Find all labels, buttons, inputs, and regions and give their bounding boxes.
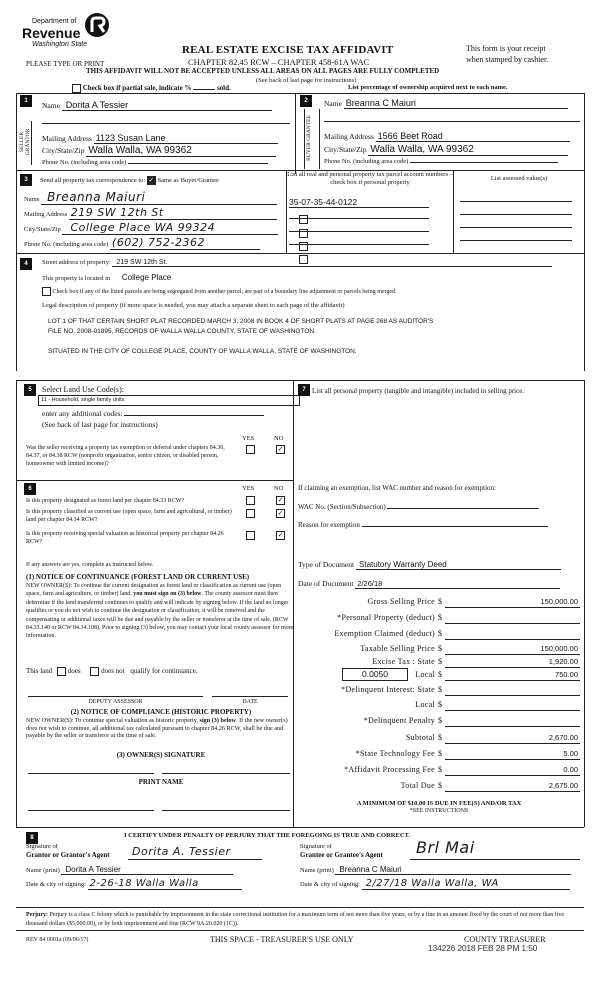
doc-date-field[interactable]: Date of Document 2/26/18 <box>298 579 560 589</box>
buyer-phone-field[interactable]: Phone No. (including area code) <box>324 158 580 165</box>
grantee-name-field[interactable]: Name (print) Breanna C Maiuri <box>300 865 571 875</box>
assessor-date-line[interactable] <box>212 696 288 697</box>
print-name-line-2[interactable] <box>162 810 290 811</box>
seller-mailing-field[interactable]: Mailing Address 1123 Susan Lane <box>42 133 290 144</box>
excise-tax-local[interactable]: 750.00 <box>445 670 580 681</box>
fee-row-penalty: *Delinquent Penalty $ <box>300 716 585 730</box>
legal-description-line3[interactable]: SITUATED IN THE CITY OF COLLEGE PLACE, COUNTY OF WALLA WALLA, STATE OF WASHINGTON. <box>48 348 357 355</box>
personal-property-deduct[interactable] <box>445 613 580 624</box>
seller-city-value[interactable]: Walla Walla, WA 99362 <box>86 145 276 157</box>
perjury-notice: Perjury: Perjury is a class C felony which is punishable by imprisonment in the state correctional institution for a maximum term of not more than five years, or by a fine in an amount fixed by the court of not more than five thousand dollars ($5,000.00), or by both imprisonment and fine (RCW 9A.20.020 (1C)). <box>26 912 565 927</box>
affidavit-processing-fee[interactable]: 0.00 <box>445 765 580 776</box>
fee-row-personal: *Personal Property (deduct) $ <box>300 613 585 627</box>
divider-row2 <box>16 253 584 254</box>
exemption-claimed[interactable] <box>445 629 580 640</box>
fee-row-local-tax: 0.0050 Local $ 750.00 <box>300 670 585 684</box>
current-use-yes-checkbox[interactable] <box>246 509 255 518</box>
doc-date-value[interactable]: 2/26/18 <box>355 579 560 589</box>
legal-description-label: Legal description of property (if more space is needed, you may attach a separate sheet to each page of the affidavit) <box>42 302 345 309</box>
yes-header: YES <box>242 435 255 442</box>
minimum-fee-note: A MINIMUM OF $10.00 IS DUE IN FEE(S) AND/OR TAX <box>356 800 522 807</box>
section-number-4: 4 <box>20 258 32 270</box>
logo-line3: Washington State <box>32 41 88 48</box>
corr-phone-field[interactable]: Phone No. (including area code) (602) 752-2362 <box>24 236 286 250</box>
parcel-number[interactable] <box>289 235 429 245</box>
partial-sale-checkbox[interactable] <box>72 84 81 93</box>
buyer-name-line2[interactable] <box>324 121 580 122</box>
grantor-name-field[interactable]: Name (print) Dorita A Tessier <box>26 865 233 875</box>
form-subtitle: CHAPTER 82.45 RCW – CHAPTER 458-61A WAC <box>188 57 370 67</box>
exemption-instruction: If claiming an exemption, list WAC number and reason for exemption: <box>298 484 496 492</box>
assessed-value-2[interactable] <box>460 214 572 215</box>
fee-row-processing: *Affidavit Processing Fee $ 0.00 <box>344 765 578 774</box>
legal-description-line1[interactable]: LOT 1 OF THAT CERTAIN SHORT PLAT RECORDED MARCH 3, 2008 IN BOOK 4 OF SHORT PLATS AT PAGE 268 AS AUDITOR'S <box>48 318 434 325</box>
section-number-6: 6 <box>24 483 36 495</box>
taxable-selling-price[interactable]: 150,000.00 <box>445 644 580 655</box>
corr-mailing-field[interactable]: Mailing Address 219 SW 12th St <box>24 206 286 220</box>
owner-signature-label: (3) OWNER(S) SIGNATURE <box>116 751 206 759</box>
assessed-value-4[interactable] <box>460 240 572 241</box>
section-number-1: 1 <box>20 95 32 107</box>
assessed-values <box>454 170 584 253</box>
corr-city-value[interactable]: College Place WA 99324 <box>62 221 278 235</box>
please-type: PLEASE TYPE OR PRINT <box>26 60 105 68</box>
fee-row-exemption: Exemption Claimed (deduct) $ <box>300 629 585 643</box>
grantor-date-value[interactable]: 2-26-18 Walla Walla <box>88 878 242 890</box>
fee-row-total: Total Due $ 2,675.00 <box>400 781 578 790</box>
excise-tax-state[interactable]: 1,920.00 <box>445 657 580 668</box>
deputy-assessor-label: DEPUTY ASSESSOR <box>88 699 143 705</box>
form-id: REV 84 0001a (09/06/17) <box>26 937 89 943</box>
buyer-mailing-value[interactable]: 1566 Beet Road <box>376 131 570 142</box>
grantee-date-value[interactable]: 2/27/18 Walla Walla, WA <box>362 878 570 890</box>
delinquent-interest-local[interactable] <box>445 700 580 711</box>
owner-signature-line-2[interactable] <box>162 773 290 774</box>
street-address-field[interactable]: Street address of property: 219 SW 12th St. <box>42 259 582 267</box>
segregated-row: Check box if any of the listed parcels are being segregated from another parcel, are part of a boundary line adjustment or parcels being merged. <box>42 287 397 296</box>
located-in-value[interactable]: College Place <box>121 273 172 282</box>
print-name-line-1[interactable] <box>28 810 154 811</box>
personal-property-input[interactable] <box>312 410 576 464</box>
county-treasurer-label: COUNTY TREASURER <box>464 935 546 944</box>
date-label: DATE <box>242 699 258 705</box>
doc-type-field[interactable]: Type of Document Statutory Warranty Deed <box>298 560 561 570</box>
historic-no-checkbox[interactable]: ✓ <box>277 531 284 539</box>
current-use-no-checkbox[interactable]: ✓ <box>277 509 284 517</box>
fee-row-technology: *State Technology Fee $ 5.00 <box>355 749 578 758</box>
see-instructions-note: *SEE INSTRUCTIONS <box>409 808 469 814</box>
wac-field[interactable]: WAC No. (Section/Subsection) <box>298 503 539 511</box>
section-4-property <box>16 256 584 371</box>
doc-type-value[interactable]: Statutory Warranty Deed <box>356 560 561 570</box>
fee-row-delinquent-state: *Delinquent Interest: State $ <box>300 685 585 699</box>
divider-row5 <box>16 907 584 908</box>
section-number-5: 5 <box>24 384 36 396</box>
select-land-use-label: Select Land Use Code(s): <box>42 385 124 394</box>
buyer-city-field[interactable]: City/State/Zip Walla Walla, WA 99362 <box>324 144 580 156</box>
delinquent-penalty[interactable] <box>445 716 580 727</box>
section-number-7: 7 <box>298 384 310 396</box>
corr-city-field[interactable]: City/State/Zip College Place WA 99324 <box>24 221 286 235</box>
seller-name-value[interactable]: Dorita A Tessier <box>62 100 272 111</box>
land-use-select[interactable]: 11 - Household, single family units <box>38 395 300 406</box>
exemption-yes-checkbox[interactable] <box>246 445 255 454</box>
seller-grantor-label: SELLER GRANTOR <box>18 121 32 165</box>
grantee-signature[interactable]: Brl Mai <box>410 838 580 860</box>
section-3-correspondence <box>16 170 286 252</box>
section5-see-back: (See back of last page for instructions) <box>42 420 158 429</box>
buyer-grantee-label: BUYER GRANTEE <box>304 109 320 169</box>
corr-name-value[interactable]: Breanna Maiuri <box>41 190 277 205</box>
does-qualify-checkbox[interactable] <box>57 667 66 676</box>
grantor-date-field[interactable]: Date & city of signing: 2-26-18 Walla Walla <box>26 878 242 890</box>
seller-name-line2[interactable] <box>42 123 290 124</box>
section-2-buyer <box>296 93 584 169</box>
personal-property-label: List all personal property (tangible and intangible) included in selling price. <box>312 387 525 395</box>
historic-question: Is this property receiving special valuation as historical property per chapter 84.26 RCW? <box>26 531 224 545</box>
buyer-name-value[interactable]: Breanna C Maiuri <box>344 98 568 109</box>
seller-name-field[interactable]: Name Dorita A Tessier <box>42 100 290 111</box>
delinquent-interest-state[interactable] <box>445 685 580 696</box>
owner-signature-line-1[interactable] <box>28 773 154 774</box>
fee-row-state-tax: Excise Tax : State $ 1,920.00 <box>372 657 578 666</box>
buyer-phone-value[interactable] <box>410 162 558 163</box>
grantor-sig-label2: Grantor or Grantor's Agent <box>26 851 110 859</box>
assessed-value-3[interactable] <box>460 227 572 228</box>
dor-logo <box>22 12 122 52</box>
ownership-note: List percentage of ownership acquired next to each name. <box>348 84 508 91</box>
grantor-sig-label1: Signature of <box>26 843 58 850</box>
divider-footer <box>16 930 584 931</box>
legal-description-line2[interactable]: FILE NO. 2008-01895, RECORDS OF WALLA WALLA COUNTY, STATE OF WASHINGTON. <box>48 328 316 335</box>
reason-field[interactable]: Reason for exemption <box>298 521 548 529</box>
exemption-question: Was the seller receiving a property tax exemption or deferral under chapters 84.36, 84.37, or 84.38 RCW (nonprofit organization, senior citizen, or disabled person, homeowner with limited income)? <box>26 445 225 467</box>
current-use-question: Is this property classified as current use (open space, farm and agricultural, or timber) land per chapter 84.34 RCW? <box>26 509 232 523</box>
treasurer-use-only: THIS SPACE - TREASURER'S USE ONLY <box>210 935 354 944</box>
section-number-2: 2 <box>300 95 312 107</box>
state-technology-fee[interactable]: 5.00 <box>445 749 580 760</box>
yes-header-6: YES <box>242 485 255 492</box>
treasurer-stamp: 134226 2018 FEB 28 PM 1:50 <box>428 943 538 953</box>
seller-city-field[interactable]: City/State/Zip Walla Walla, WA 99362 <box>42 145 290 157</box>
seller-phone-field[interactable]: Phone No. (including area code) <box>42 159 290 166</box>
notice-continuance-title: (1) NOTICE OF CONTINUANCE (FOREST LAND OR CURRENT USE) <box>26 573 250 581</box>
certify-statement: I CERTIFY UNDER PENALTY OF PERJURY THAT THE FOREGOING IS TRUE AND CORRECT. <box>124 832 411 839</box>
grantee-date-field[interactable]: Date & city of signing: 2/27/18 Walla Walla, WA <box>300 878 570 890</box>
does-not-qualify-checkbox[interactable] <box>90 667 99 676</box>
parcel-number[interactable]: 35-07-35-44-0122 <box>289 197 429 208</box>
section-6-designations <box>16 480 293 827</box>
total-due[interactable]: 2,675.00 <box>445 781 580 792</box>
section-1-seller <box>16 93 294 169</box>
completion-warning: THIS AFFIDAVIT WILL NOT BE ACCEPTED UNLESS ALL AREAS ON ALL PAGES ARE FULLY COMPLETED <box>86 67 440 75</box>
segregated-checkbox[interactable] <box>42 287 51 296</box>
fee-row-delinquent-local: Local $ <box>300 700 585 714</box>
forest-land-yes-checkbox[interactable] <box>246 496 255 505</box>
deputy-assessor-line[interactable] <box>28 696 203 697</box>
partial-sale-label: Check box if partial sale, indicate % <box>82 84 192 93</box>
section-8-certification <box>16 828 584 908</box>
continuance-row: This land does does not qualify for continuance. <box>26 667 198 676</box>
located-in-row: This property is located in College Place <box>42 273 172 282</box>
seller-mailing-value[interactable]: 1123 Susan Lane <box>94 133 278 144</box>
partial-sale-percent[interactable] <box>193 89 215 90</box>
forest-land-no-checkbox[interactable]: ✓ <box>277 496 284 504</box>
additional-codes-input[interactable] <box>124 415 264 416</box>
if-yes-note: If any answers are yes, complete as instructed below. <box>26 562 154 568</box>
forest-land-question: Is this property designated as forest land per chapter 84.33 RCW? <box>26 498 185 504</box>
fee-row-taxable: Taxable Selling Price $ 150,000.00 <box>360 644 578 653</box>
parcel-number[interactable] <box>289 222 429 232</box>
parcel-header: List all real and personal property tax parcel account numbers – check box if personal property <box>287 171 453 186</box>
buyer-name-field[interactable]: Name Breanna C Maiuri <box>324 98 580 109</box>
corr-phone-value[interactable]: (602) 752-2362 <box>110 236 260 250</box>
corr-mailing-value[interactable]: 219 SW 12th St <box>69 206 277 220</box>
buyer-mailing-field[interactable]: Mailing Address 1566 Beet Road <box>324 131 580 142</box>
parcel-list <box>287 170 453 253</box>
reason-input[interactable] <box>362 526 548 527</box>
grantor-signature[interactable]: Dorita A. Tessier <box>128 845 262 860</box>
grantor-name-value[interactable]: Dorita A Tessier <box>61 865 233 875</box>
section-5-land-use <box>16 380 293 480</box>
fee-row-gross: Gross Selling Price $ 150,000.00 <box>367 597 578 606</box>
grantee-sig-label2: Grantee or Grantee's Agent <box>300 851 383 859</box>
subtotal[interactable]: 2,670.00 <box>445 733 580 744</box>
gross-selling-price[interactable]: 150,000.00 <box>445 597 580 608</box>
form-title: REAL ESTATE EXCISE TAX AFFIDAVIT <box>182 44 394 56</box>
historic-yes-checkbox[interactable] <box>246 531 255 540</box>
grantee-name-value[interactable]: Breanna C Maiuri <box>335 865 571 875</box>
section-number-8: 8 <box>26 832 38 844</box>
no-header: NO <box>274 435 284 442</box>
partial-sale-row <box>72 84 231 93</box>
logo-line2: Revenue <box>22 25 81 41</box>
parcel-number[interactable] <box>289 209 429 219</box>
buyer-city-value[interactable]: Walla Walla, WA 99362 <box>368 144 568 156</box>
notice-compliance-text: NEW OWNER(S): To continue special valuation as historic property, sign (3) below. If the new owner(s) does not wish to continue, all additional tax calculated pursuant to chapter 84.26 RCW, shall be due and payable by the seller or transferor at the time of sale. <box>26 717 288 739</box>
see-back-note: (See back of last page for instructions) <box>256 77 357 84</box>
right-border <box>584 93 585 371</box>
no-header-6: NO <box>274 485 284 492</box>
send-correspondence-row: Send all property tax correspondence to: ✓ Same as Buyer/Grantee <box>40 176 219 184</box>
local-rate-box[interactable]: 0.0050 <box>342 668 408 681</box>
corr-name-field[interactable]: Name Breanna Maiuri <box>24 190 286 205</box>
wac-input[interactable] <box>387 508 539 509</box>
logo-swirl-icon <box>84 12 110 38</box>
receipt-note-2: when stamped by cashier. <box>466 55 549 64</box>
assessed-value-1[interactable] <box>460 201 572 202</box>
fee-row-subtotal: Subtotal $ 2,670.00 <box>405 733 578 742</box>
street-address-value[interactable]: 219 SW 12th St. <box>112 259 552 267</box>
receipt-note-1: This form is your receipt <box>466 44 546 53</box>
assessed-header: List assessed value(s) <box>490 175 548 182</box>
same-as-buyer-checkbox[interactable]: ✓ <box>148 176 155 184</box>
partial-sale-sold: sold. <box>216 84 231 93</box>
exemption-no-checkbox[interactable]: ✓ <box>277 445 284 453</box>
notice-compliance-title: (2) NOTICE OF COMPLIANCE (HISTORIC PROPERTY) <box>70 708 252 716</box>
section-number-3: 3 <box>20 174 32 186</box>
grantee-sig-label1: Signature of <box>300 843 332 850</box>
additional-codes-field[interactable]: enter any additional codes: <box>42 409 264 418</box>
print-name-label: PRINT NAME <box>138 778 184 786</box>
logo-line1: Department of <box>32 18 77 25</box>
seller-phone-value[interactable] <box>128 163 268 164</box>
notice-continuance-text: NEW OWNER(S): To continue the current designation as forest land or classification as current use (open space, farm and agriculture, or timber) land, you must sign on (3) below. The county assessor must then determine if the land transferred continues to qualify and will indicate by signing below. If the land no longer qualifies or you do not wish to continue the designation or classification, it will be removed and the compensating or additional taxes will be due and payable by the seller or transferor at the time of sale. (RCW 84.33.140 or RCW 84.34.108). Prior to signing (3) below, you may contact your local county assessor for more information. <box>26 583 294 640</box>
